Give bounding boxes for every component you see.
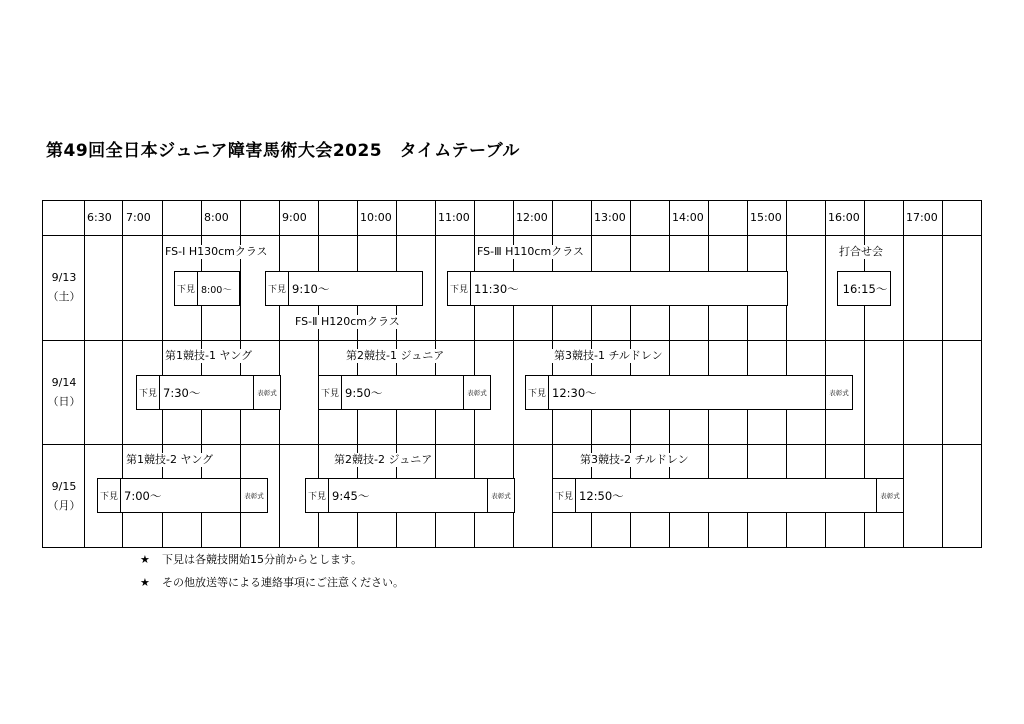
- event-caption: 第2競技-1 ジュニア: [346, 349, 445, 362]
- start-time: 12:50〜: [579, 488, 624, 503]
- day-label-913: 9/13 （土）: [47, 271, 81, 303]
- inspection-label: 下見: [448, 272, 471, 305]
- inspection-label: 下見: [319, 376, 342, 409]
- inspection-label: 下見: [306, 479, 329, 512]
- timetable-grid: [42, 200, 982, 548]
- time-label: 11:00: [438, 211, 470, 224]
- start-time: 16:15〜: [842, 281, 888, 296]
- event-bar-c3: [525, 375, 853, 410]
- event-bar-c3: [552, 478, 904, 513]
- start-time: 9:50〜: [345, 385, 383, 400]
- time-label: 7:00: [126, 211, 151, 224]
- event-bar-meeting: [837, 271, 891, 306]
- event-caption: FS-I H130cmクラス: [165, 245, 268, 258]
- award-ceremony-label: 表彰式: [253, 376, 280, 409]
- notes: [140, 548, 404, 594]
- event-bar-fs1: [174, 271, 240, 306]
- time-label: 9:00: [282, 211, 307, 224]
- start-time: 11:30〜: [474, 281, 519, 296]
- inspection-label: 下見: [98, 479, 121, 512]
- time-label: 15:00: [750, 211, 782, 224]
- event-caption: FS-Ⅱ H120cmクラス: [295, 315, 400, 328]
- start-time: 7:30〜: [163, 385, 201, 400]
- time-label: 6:30: [87, 211, 112, 224]
- time-label: 17:00: [906, 211, 938, 224]
- event-caption: 第3競技-1 チルドレン: [554, 349, 663, 362]
- event-caption: 第3競技-2 チルドレン: [580, 453, 689, 466]
- event-bar-c2: [305, 478, 515, 513]
- event-bar-c2: [318, 375, 491, 410]
- inspection-label: 下見: [526, 376, 549, 409]
- event-caption: 第2競技-2 ジュニア: [334, 453, 433, 466]
- inspection-label: 下見: [137, 376, 160, 409]
- start-time: 12:30〜: [552, 385, 597, 400]
- day-label-914: 9/14 （日）: [47, 376, 81, 408]
- award-ceremony-label: 表彰式: [463, 376, 490, 409]
- event-caption: 打合せ会: [839, 245, 883, 258]
- start-time: 8:00〜: [201, 284, 232, 296]
- event-bar-fs2: [265, 271, 423, 306]
- inspection-label: 下見: [175, 272, 198, 305]
- award-ceremony-label: 表彰式: [487, 479, 514, 512]
- inspection-label: 下見: [553, 479, 576, 512]
- award-ceremony-label: 表彰式: [240, 479, 267, 512]
- star-icon: ★: [140, 576, 150, 589]
- award-ceremony-label: 表彰式: [876, 479, 903, 512]
- time-label: 12:00: [516, 211, 548, 224]
- page-title: 第49回全日本ジュニア障害馬術大会2025 タイムテーブル: [46, 141, 520, 161]
- start-time: 7:00〜: [124, 488, 162, 503]
- note-item: ★ その他放送等による連絡事項にご注意ください。: [140, 571, 404, 594]
- event-caption: FS-Ⅲ H110cmクラス: [477, 245, 584, 258]
- inspection-label: 下見: [266, 272, 289, 305]
- time-label: 14:00: [672, 211, 704, 224]
- event-bar-c1: [136, 375, 281, 410]
- time-label: 13:00: [594, 211, 626, 224]
- star-icon: ★: [140, 553, 150, 566]
- day-label-915: 9/15 （月）: [47, 480, 81, 512]
- time-label: 16:00: [828, 211, 860, 224]
- event-bar-c1: [97, 478, 268, 513]
- start-time: 9:10〜: [292, 281, 330, 296]
- time-label: 10:00: [360, 211, 392, 224]
- event-bar-fs3: [447, 271, 788, 306]
- event-caption: 第1競技-2 ヤング: [126, 453, 214, 466]
- event-caption: 第1競技-1 ヤング: [165, 349, 253, 362]
- award-ceremony-label: 表彰式: [825, 376, 852, 409]
- note-item: ★ 下見は各競技開始15分前からとします。: [140, 548, 404, 571]
- start-time: 9:45〜: [332, 488, 370, 503]
- time-label: 8:00: [204, 211, 229, 224]
